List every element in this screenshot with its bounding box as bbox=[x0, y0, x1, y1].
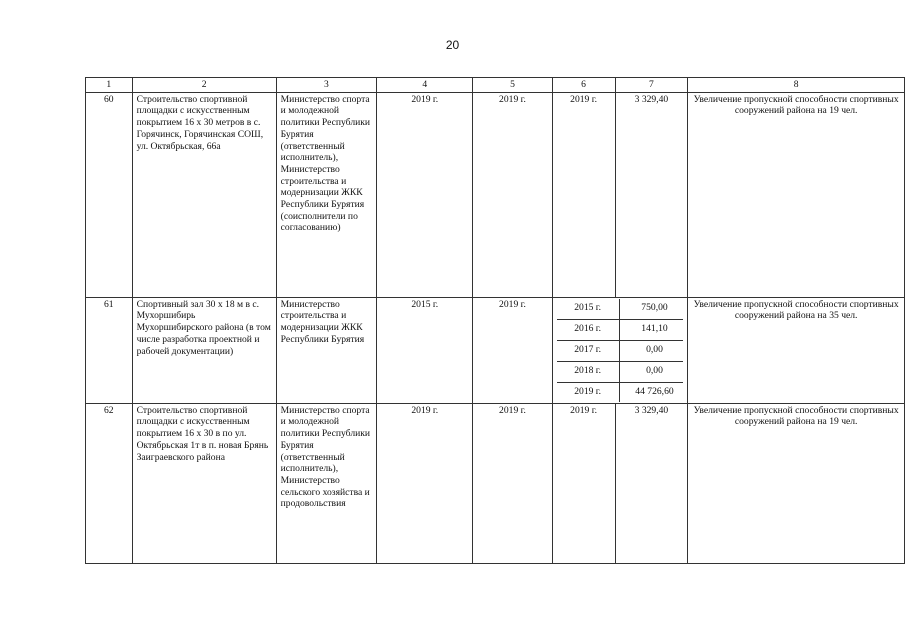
start-year: 2015 г. bbox=[377, 297, 473, 403]
funding-value: 0,00 bbox=[646, 364, 663, 376]
end-year: 2019 г. bbox=[473, 403, 552, 563]
start-year: 2019 г. bbox=[377, 403, 473, 563]
table-row bbox=[86, 403, 905, 563]
executor: Министерство спорта и молодежной политики Республики Бурятия (ответственный исполнитель), Министерство сельского хозяйства и продовольствия bbox=[276, 403, 377, 563]
funding-value: 0,00 bbox=[646, 343, 663, 355]
row-number: 60 bbox=[86, 92, 133, 297]
funding-row bbox=[557, 299, 684, 320]
header-row bbox=[86, 78, 905, 93]
program-table bbox=[85, 77, 905, 564]
funding-year: 2016 г. bbox=[557, 320, 620, 340]
executor: Министерство строительства и модернизации ЖКК Республики Бурятия bbox=[276, 297, 377, 403]
funding-value: 750,00 bbox=[641, 301, 668, 313]
funding-row bbox=[557, 320, 684, 341]
row-number: 61 bbox=[86, 297, 133, 403]
funding-year: 2015 г. bbox=[557, 299, 620, 319]
table-row bbox=[86, 92, 905, 297]
object-name: Строительство спортивной площадки с искусственным покрытием 16 x 30 в по ул. Октябрьская 1т в п. новая Брянь Заиграевского района bbox=[132, 403, 276, 563]
funding-by-year bbox=[552, 297, 688, 403]
funding-value: 141,10 bbox=[641, 322, 668, 334]
header-cell: 7 bbox=[615, 78, 688, 93]
funding-row bbox=[557, 362, 684, 383]
header-cell: 5 bbox=[473, 78, 552, 93]
funding-value: 3 329,40 bbox=[615, 403, 688, 563]
header-cell: 3 bbox=[276, 78, 377, 93]
funding-value: 3 329,40 bbox=[615, 92, 688, 297]
start-year: 2019 г. bbox=[377, 92, 473, 297]
end-year: 2019 г. bbox=[473, 92, 552, 297]
funding-year: 2017 г. bbox=[557, 341, 620, 361]
funding-value: 44 726,60 bbox=[635, 385, 674, 397]
row-number: 62 bbox=[86, 403, 133, 563]
header-cell: 1 bbox=[86, 78, 133, 93]
expected-result: Увеличение пропускной способности спортивных сооружений района на 19 чел. bbox=[688, 403, 905, 563]
end-year: 2019 г. bbox=[473, 297, 552, 403]
funding-year: 2019 г. bbox=[552, 403, 615, 563]
object-name: Спортивный зал 30 x 18 м в с. Мухоршибирь Мухоршибирского района (в том числе разработка проектной и рабочей документации) bbox=[132, 297, 276, 403]
expected-result: Увеличение пропускной способности спортивных сооружений района на 19 чел. bbox=[688, 92, 905, 297]
funding-year: 2019 г. bbox=[552, 92, 615, 297]
table-row bbox=[86, 297, 905, 403]
header-cell: 4 bbox=[377, 78, 473, 93]
header-cell: 2 bbox=[132, 78, 276, 93]
funding-row bbox=[557, 341, 684, 362]
page-number: 20 bbox=[445, 38, 460, 52]
object-name: Строительство спортивной площадки с искусственным покрытием 16 x 30 метров в с. Горячинск, Горячинская СОШ, ул. Октябрьская, 66а bbox=[132, 92, 276, 297]
funding-row bbox=[557, 383, 684, 402]
funding-year: 2019 г. bbox=[557, 383, 620, 402]
header-cell: 6 bbox=[552, 78, 615, 93]
funding-year: 2018 г. bbox=[557, 362, 620, 382]
header-cell: 8 bbox=[688, 78, 905, 93]
executor: Министерство спорта и молодежной политики Республики Бурятия (ответственный исполнитель), Министерство строительства и модернизации ЖКК Республики Бурятия (соисполнители по согласованию) bbox=[276, 92, 377, 297]
expected-result: Увеличение пропускной способности спортивных сооружений района на 35 чел. bbox=[688, 297, 905, 403]
